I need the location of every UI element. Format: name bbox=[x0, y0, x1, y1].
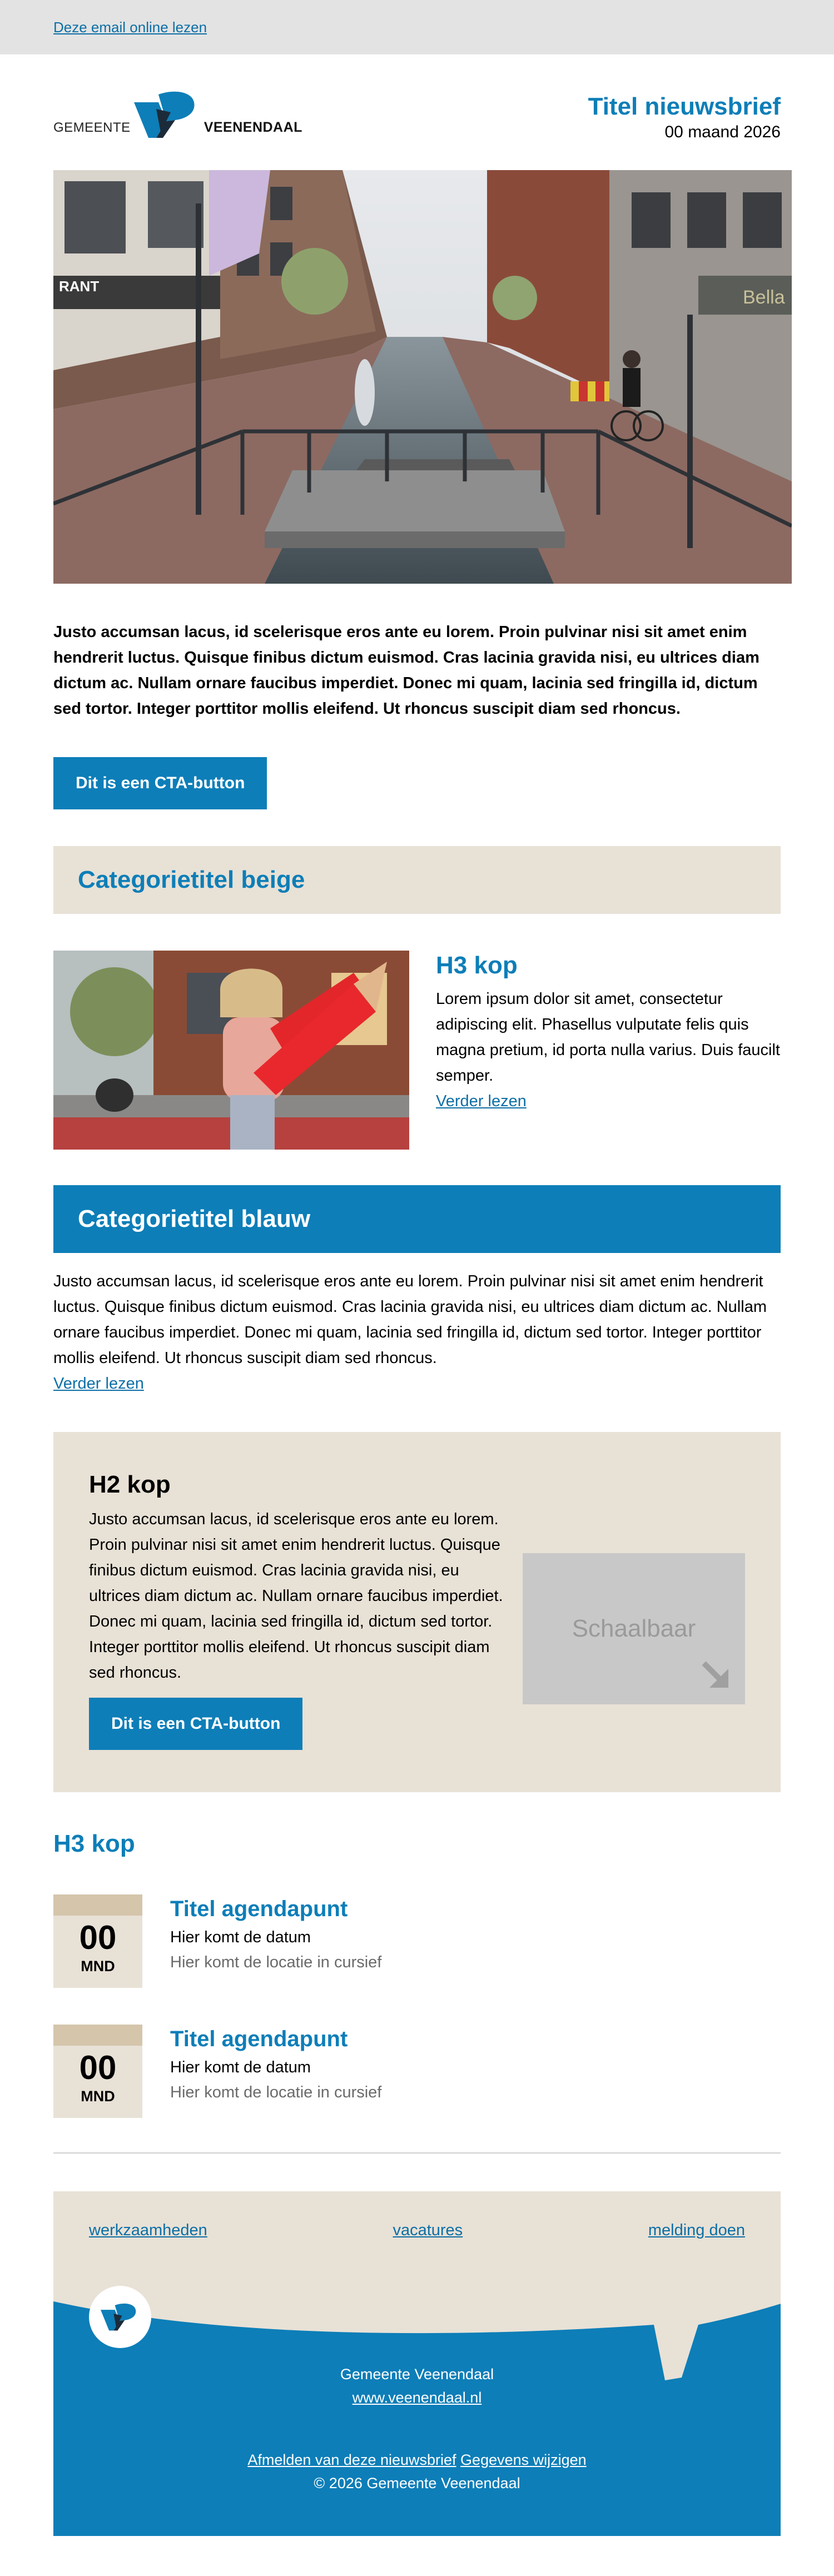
logo[interactable] bbox=[53, 90, 302, 139]
category-blue-text-block bbox=[53, 1269, 781, 1396]
agenda-date-badge bbox=[53, 1894, 142, 1988]
category-blue-read-more-link[interactable]: Verder lezen bbox=[53, 1375, 144, 1393]
view-online-link[interactable]: Deze email online lezen bbox=[53, 18, 207, 36]
footer-contact bbox=[53, 2363, 781, 2409]
resize-arrow-icon bbox=[701, 1660, 729, 1689]
article-heading: H3 kop bbox=[436, 952, 518, 979]
agenda-day: 00 bbox=[79, 2049, 117, 2086]
footer-links bbox=[89, 2221, 745, 2240]
highlight-box-content bbox=[89, 1471, 505, 1748]
placeholder-label: Schaalbaar bbox=[572, 1615, 696, 1642]
footer-bottom bbox=[53, 2448, 781, 2495]
article-image bbox=[53, 951, 409, 1150]
article-text: Lorem ipsum dolor sit amet, consectetur adipiscing elit. Phasellus vulputate felis quis magna pretium, id porta nulla varius. Duis faucilt semper. bbox=[436, 990, 780, 1085]
date-badge-band bbox=[53, 1894, 142, 1916]
article-read-more-link[interactable]: Verder lezen bbox=[436, 1092, 527, 1110]
agenda-month: MND bbox=[81, 1958, 115, 1975]
cta-button[interactable]: Dit is een CTA-button bbox=[53, 757, 267, 809]
footer-copyright: © 2026 Gemeente Veenendaal bbox=[314, 2475, 520, 2492]
category-title-beige: Categorietitel beige bbox=[78, 866, 305, 893]
newsletter-date: 00 maand 2026 bbox=[664, 123, 781, 141]
footer-org-name: Gemeente Veenendaal bbox=[340, 2366, 494, 2383]
category-blue-text: Justo accumsan lacus, id scelerisque eros ante eu lorem. Proin pulvinar nisi sit amet enim hendrerit luctus. Quisque finibus dictum euismod. Cras lacinia gravida nisi, eu ultrices diam dictum ac. Nullam ornare faucibus imperdiet. Donec mi quam, lacinia sed fringilla id, dictum sed tortor. Integer porttitor mollis eleifend. Ut rhoncus suscipit diam sed rhoncus. bbox=[53, 1272, 767, 1367]
date-badge-band bbox=[53, 2025, 142, 2046]
scalable-image-placeholder bbox=[523, 1553, 745, 1704]
category-title-blue: Categorietitel blauw bbox=[78, 1205, 311, 1232]
agenda-date-badge bbox=[53, 2025, 142, 2118]
highlight-box bbox=[53, 1432, 781, 1792]
category-header-blue bbox=[53, 1185, 781, 1253]
agenda-item[interactable] bbox=[53, 1894, 781, 1988]
agenda-location: Hier komt de locatie in cursief bbox=[170, 1953, 382, 1971]
logo-text-veenendaal: VEENENDAAL bbox=[203, 120, 302, 135]
unsubscribe-link[interactable]: Afmelden van deze nieuwsbrief bbox=[247, 2451, 456, 2468]
agenda-heading: H3 kop bbox=[53, 1830, 135, 1857]
hero-shop-sign: RANT bbox=[59, 278, 100, 295]
veenendaal-logo-icon bbox=[101, 2303, 140, 2331]
header bbox=[53, 54, 781, 170]
agenda-month: MND bbox=[81, 2088, 115, 2105]
footer-website-link[interactable]: www.veenendaal.nl bbox=[352, 2389, 482, 2406]
article-block bbox=[53, 951, 781, 1150]
category-header-beige bbox=[53, 846, 781, 914]
agenda-title: Titel agendapunt bbox=[170, 2027, 348, 2051]
agenda-date-text: Hier komt de datum bbox=[170, 1928, 311, 1946]
highlight-box-cta-button[interactable]: Dit is een CTA-button bbox=[89, 1698, 302, 1750]
agenda-info bbox=[170, 1894, 381, 1988]
agenda-info bbox=[170, 2025, 381, 2118]
newsletter-title-block bbox=[588, 87, 781, 142]
footer-subscription-links bbox=[53, 2448, 781, 2471]
article-body bbox=[436, 951, 781, 1150]
veenendaal-logo-icon bbox=[134, 90, 201, 139]
agenda-day: 00 bbox=[79, 1919, 117, 1956]
logo-text-gemeente: GEMEENTE bbox=[53, 120, 131, 135]
footer-link-vacatures[interactable]: vacatures bbox=[393, 2221, 463, 2239]
topbar bbox=[0, 0, 834, 54]
newsletter-title: Titel nieuwsbrief bbox=[588, 93, 781, 120]
divider bbox=[53, 2152, 781, 2154]
footer bbox=[53, 2191, 781, 2536]
agenda-date-text: Hier komt de datum bbox=[170, 2058, 311, 2076]
hero-shop-sign-right: Bella bbox=[743, 287, 785, 308]
agenda-item[interactable] bbox=[53, 2025, 781, 2118]
intro-text: Justo accumsan lacus, id scelerisque eros ante eu lorem. Proin pulvinar nisi sit amet enim hendrerit luctus. Quisque finibus dictum euismod. Cras lacinia gravida nisi, eu ultrices diam dictum ac. Nullam ornare faucibus imperdiet. Donec mi quam, lacinia sed fringilla id, dictum sed tortor. Integer porttitor mollis eleifend. Ut rhoncus suscipit diam sed rhoncus. bbox=[53, 623, 759, 718]
agenda-location: Hier komt de locatie in cursief bbox=[170, 2083, 382, 2101]
highlight-box-text: Justo accumsan lacus, id scelerisque eros ante eu lorem. Proin pulvinar nisi sit amet enim hendrerit luctus. Quisque finibus dictum euismod. Cras lacinia gravida nisi, eu ultrices diam dictum ac. Nullam ornare faucibus imperdiet. Donec mi quam, lacinia sed fringilla id, dictum sed tortor. Integer porttitor mollis eleifend. Ut rhoncus suscipit diam sed rhoncus. bbox=[89, 1510, 503, 1682]
highlight-box-heading: H2 kop bbox=[89, 1471, 171, 1498]
footer-logo[interactable] bbox=[89, 2286, 151, 2348]
content-wrapper bbox=[0, 54, 834, 2536]
change-details-link[interactable]: Gegevens wijzigen bbox=[460, 2451, 587, 2468]
agenda-title: Titel agendapunt bbox=[170, 1897, 348, 1921]
footer-link-werkzaamheden[interactable]: werkzaamheden bbox=[89, 2221, 207, 2239]
footer-link-melding-doen[interactable]: melding doen bbox=[648, 2221, 745, 2239]
hero-image bbox=[53, 170, 792, 584]
